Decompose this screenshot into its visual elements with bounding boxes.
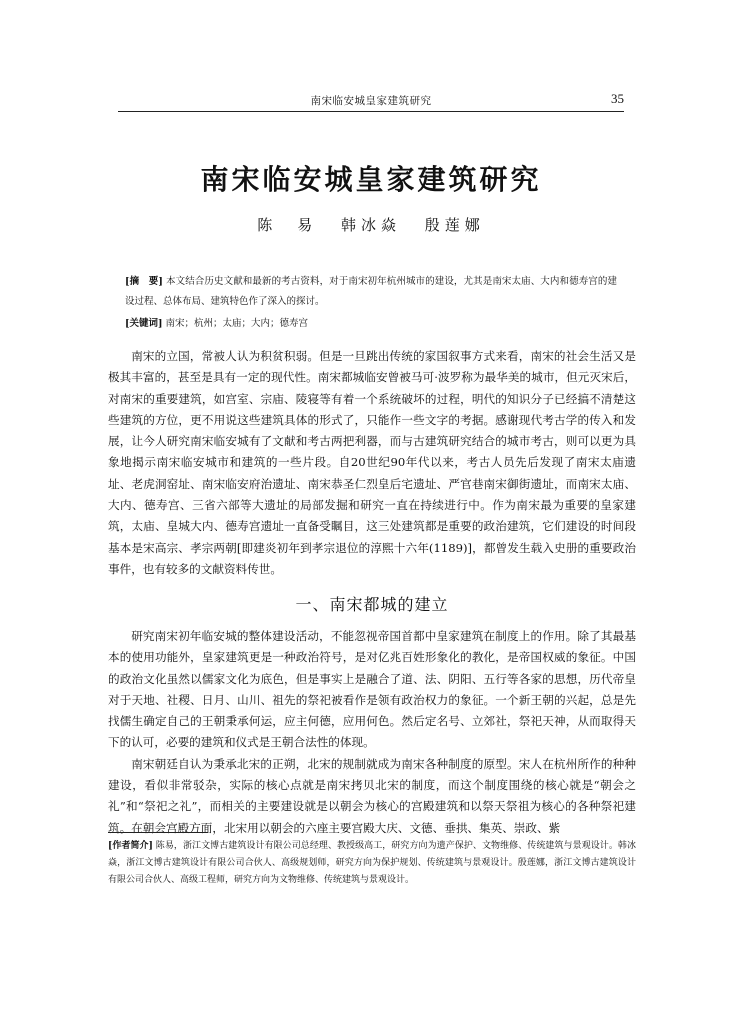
keywords-label: [关键词] xyxy=(125,318,163,329)
footnote-label: [作者简介] xyxy=(108,841,153,851)
abstract-text: 本文结合历史文献和最新的考古资料，对于南宋初年杭州城市的建设，尤其是南宋太庙、大内和德寿宫的建设过程、总体布局、建筑特色作了深入的探讨。 xyxy=(125,276,617,307)
paper-title: 南宋临安城皇家建筑研究 xyxy=(200,163,542,196)
running-title: 南宋临安城皇家建筑研究 xyxy=(310,95,432,107)
intro-section xyxy=(108,346,636,580)
author-list xyxy=(118,214,624,235)
author-name: 殷莲娜 xyxy=(424,216,485,234)
keywords xyxy=(125,314,617,334)
abstract xyxy=(125,272,617,312)
author-name: 韩冰焱 xyxy=(340,216,401,234)
page-number: 35 xyxy=(611,91,624,106)
body-paragraph: 研究南宋初年临安城的整体建设活动，不能忽视帝国首都中皇家建筑在制度上的作用。除了其最基本的使用功能外，皇家建筑更是一种政治符号，是对亿兆百姓形象化的教化，是帝国权威的象征。中国的政治文化虽然以儒家文化为底色，但是事实上是融合了道、法、阴阳、五行等各家的思想，历代帝皇对于天地、社稷、日月、山川、祖先的祭祀被看作是领有政治权力的象征。一个新王朝的兴起，总是先找儒生确定自己的王朝秉承何运，应主何德，应用何色。然后定名号、立郊社，祭祀天神，从而取得天下的认可，必要的建筑和仪式是王朝合法性的体现。 xyxy=(108,629,636,750)
footnote-text: 陈易，浙江文博古建筑设计有限公司总经理、教授级高工，研究方向为遗产保护、文物维修、传统建筑与景观设计。韩冰焱，浙江文博古建筑设计有限公司合伙人、高级规划师，研究方向为保护规划、传统建筑与景观设计。殷莲娜，浙江文博古建筑设计有限公司合伙人、高级工程师，研究方向为文物维修、传统建筑与景观设计。 xyxy=(108,841,636,885)
footnote-divider xyxy=(108,832,208,833)
abstract-label: [摘 要] xyxy=(125,276,163,287)
body-paragraph: 南宋朝廷自认为秉承北宋的正朔，北宋的规制就成为南宋各种制度的原型。宋人在杭州所作的种种建设，看似非常驳杂，实际的核心点就是南宋拷贝北宋的制度，而这个制度围绕的核心就是“朝会之礼”和“祭祀之礼”，而相关的主要建设就是以朝会为核心的宫殿建筑和以祭天祭祖为核心的各种祭祀建筑。在朝会宫殿方面，北宋用以朝会的六座主要宫殿大庆、文德、垂拱、集英、崇政、紫 xyxy=(108,756,636,835)
author-name: 陈 易 xyxy=(257,216,318,234)
section-heading: 一、南宋都城的建立 xyxy=(295,595,449,614)
section-body xyxy=(108,626,636,839)
running-header xyxy=(118,93,624,112)
keywords-text: 南宋；杭州；太庙；大内；德寿宫 xyxy=(165,318,309,329)
author-footnote xyxy=(108,838,636,889)
intro-paragraph: 南宋的立国，常被人认为积贫积弱。但是一旦跳出传统的家国叙事方式来看，南宋的社会生活又是极其丰富的，甚至是具有一定的现代性。南宋都城临安曾被马可·波罗称为最华美的城市，但元灭宋后，对南宋的重要建筑，如宫室、宗庙、陵寝等有着一个系统破坏的过程，明代的知识分子已经搞不清楚这些建筑的方位，更不用说这些建筑具体的形式了，只能作一些文字的考据。感谢现代考古学的传入和发展，让今人研究南宋临安城有了文献和考古两把利器，而与古建筑研究结合的城市考古，则可以更为具象地揭示南宋临安城市和建筑的一些片段。自20世纪90年代以来，考古人员先后发现了南宋太庙遗址、老虎洞窑址、南宋临安府治遗址、南宋恭圣仁烈皇后宅遗址、严官巷南宋御街遗址，而南宋太庙、大内、德寿宫、三省六部等大遗址的局部发掘和研究一直在持续进行中。作为南宋最为重要的皇家建筑，太庙、皇城大内、德寿宫遗址一直备受瞩目，这三处建筑都是重要的政治建筑，它们建设的时间段基本是宋高宗、孝宗两朝[即建炎初年到孝宗退位的淳熙十六年(1189)]，都曾发生载入史册的重要政治事件，也有较多的文献资料传世。 xyxy=(108,349,636,576)
